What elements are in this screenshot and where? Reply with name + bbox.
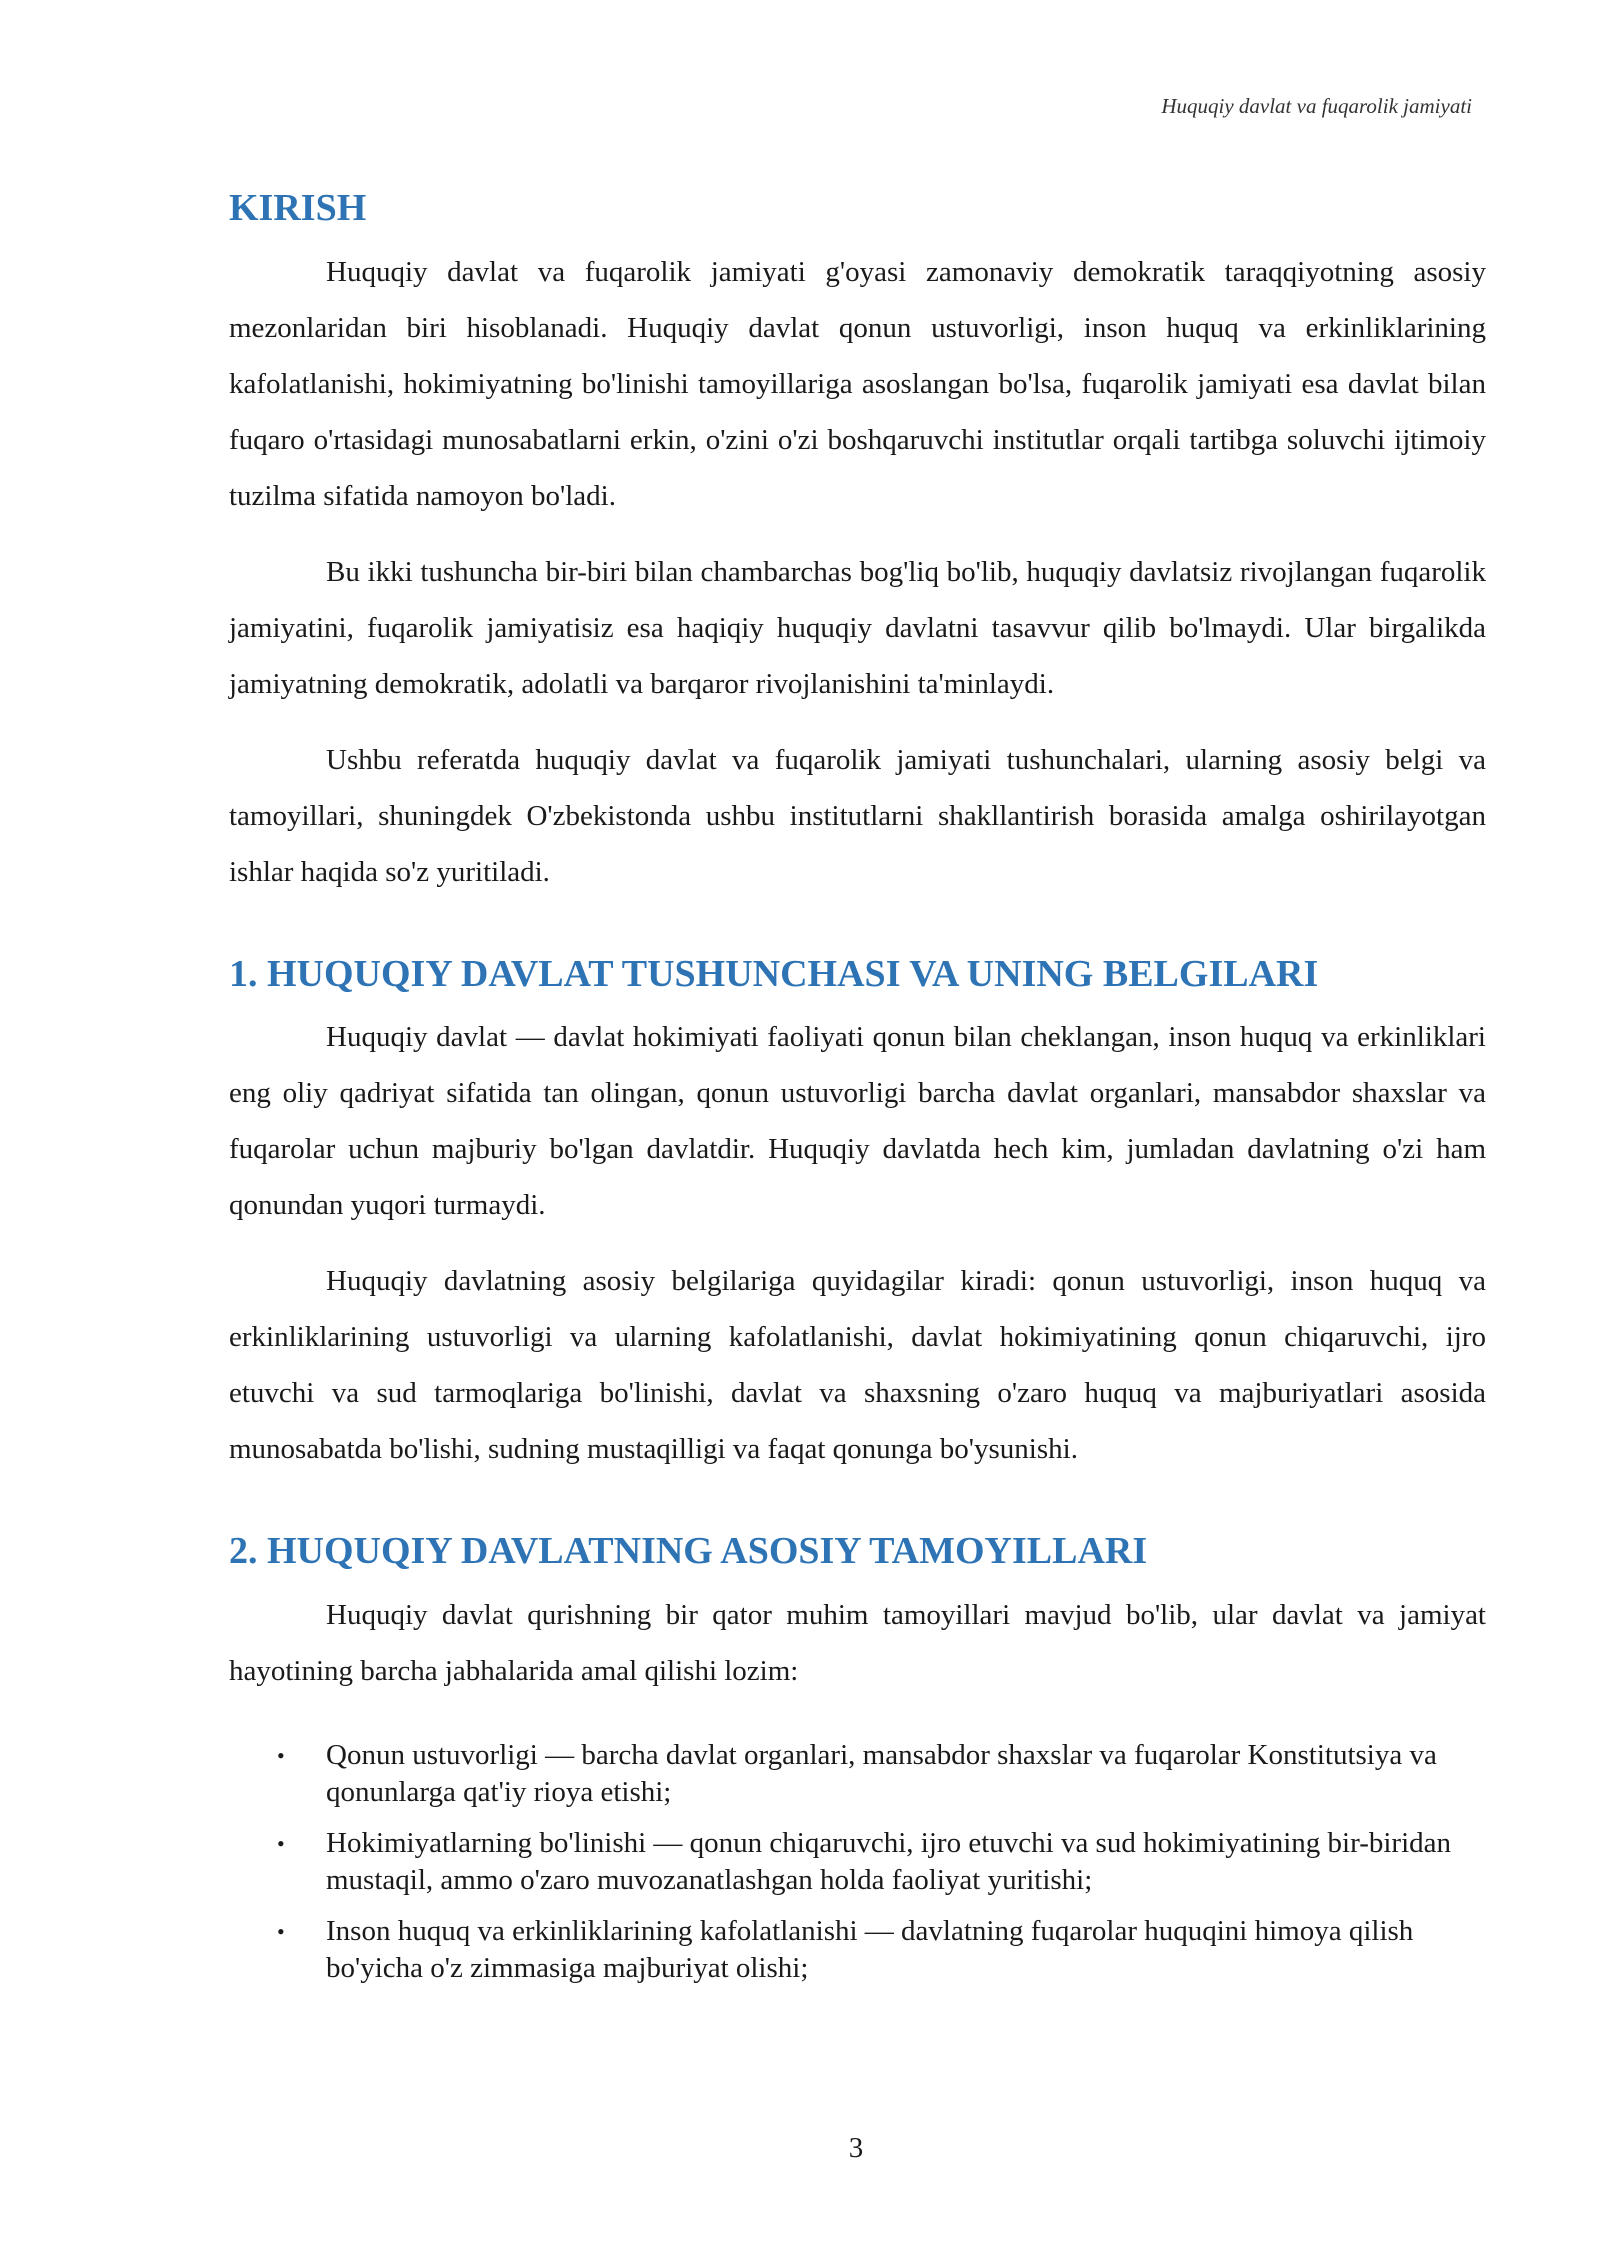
section-heading-1: 1. HUQUQIY DAVLAT TUSHUNCHASI VA UNING BELGILARI [229,952,1319,995]
paragraph: Huquqiy davlatning asosiy belgilariga quyidagilar kiradi: qonun ustuvorligi, inson huquq va erkinliklarining ustuvorligi va ularning kafolatlanishi, davlat hokimiyatining qonun chiqaruvchi, ijro etuvchi va sud tarmoqlariga bo'linishi, davlat va shaxsning o'zaro huquq va majburiyatlari asosida munosabatda bo'lishi, sudning mustaqilligi va faqat qonunga bo'ysunishi. [229,1265,1486,1466]
page-number: 3 [848,2132,864,2164]
section-heading-2: 2. HUQUQIY DAVLATNING ASOSIY TAMOYILLARI [229,1530,1148,1573]
paragraph: Ushbu referatda huquqiy davlat va fuqarolik jamiyati tushunchalari, ularning asosiy belgi va tamoyillari, shuningdek O'zbekistonda ushbu institutlarni shakllantirish borasida amalga oshirilayotgan ishlar haqida so'z yuritiladi. [229,743,1486,888]
page-content [229,186,1486,2001]
paragraph: Huquqiy davlat — davlat hokimiyati faoliyati qonun bilan cheklangan, inson huquq va erkinliklari eng oliy qadriyat sifatida tan olingan, qonun ustuvorligi barcha davlat organlari, mansabdor shaxslar va fuqarolar uchun majburiy bo'lgan davlatdir. Huquqiy davlatda hech kim, jumladan davlatning o'zi ham qonundan yuqori turmaydi. [229,1021,1486,1222]
list-item [229,1737,1486,1811]
running-header: Huquqiy davlat va fuqarolik jamiyati [1161,94,1472,118]
paragraph: Huquqiy davlat qurishning bir qator muhim tamoyillari mavjud bo'lib, ular davlat va jamiyat hayotining barcha jabhalarida amal qilishi lozim: [229,1598,1486,1687]
bullet-icon: • [277,1918,285,1944]
list-item-text: Qonun ustuvorligi — barcha davlat organlari, mansabdor shaxslar va fuqarolar Konstitutsiya va qonunlarga qat'iy rioya etishi; [326,1738,1437,1808]
bullet-icon: • [277,1742,285,1768]
bullet-icon: • [277,1830,285,1856]
list-item [229,1913,1486,1987]
paragraph: Huquqiy davlat va fuqarolik jamiyati g'oyasi zamonaviy demokratik taraqqiyotning asosiy mezonlaridan biri hisoblanadi. Huquqiy davlat qonun ustuvorligi, inson huquq va erkinliklarining kafolatlanishi, hokimiyatning bo'linishi tamoyillariga asoslangan bo'lsa, fuqarolik jamiyati esa davlat bilan fuqaro o'rtasidagi munosabatlarni erkin, o'zini o'zi boshqaruvchi institutlar orqali tartibga soluvchi ijtimoiy tuzilma sifatida namoyon bo'ladi. [229,255,1486,512]
list-item-text: Hokimiyatlarning bo'linishi — qonun chiqaruvchi, ijro etuvchi va sud hokimiyatining bir-biridan mustaqil, ammo o'zaro muvozanatlashgan holda faoliyat yuritishi; [326,1826,1451,1896]
section-heading-intro: KIRISH [229,187,367,229]
list-item [229,1825,1486,1899]
paragraph: Bu ikki tushuncha bir-biri bilan chambarchas bog'liq bo'lib, huquqiy davlatsiz rivojlangan fuqarolik jamiyatini, fuqarolik jamiyatisiz esa haqiqiy huquqiy davlatni tasavvur qilib bo'lmaydi. Ular birgalikda jamiyatning demokratik, adolatli va barqaror rivojlanishini ta'minlaydi. [229,555,1486,700]
bullet-list [229,1737,1486,1987]
list-item-text: Inson huquq va erkinliklarining kafolatlanishi — davlatning fuqarolar huquqini himoya qilish bo'yicha o'z zimmasiga majburiyat olishi; [326,1914,1414,1984]
